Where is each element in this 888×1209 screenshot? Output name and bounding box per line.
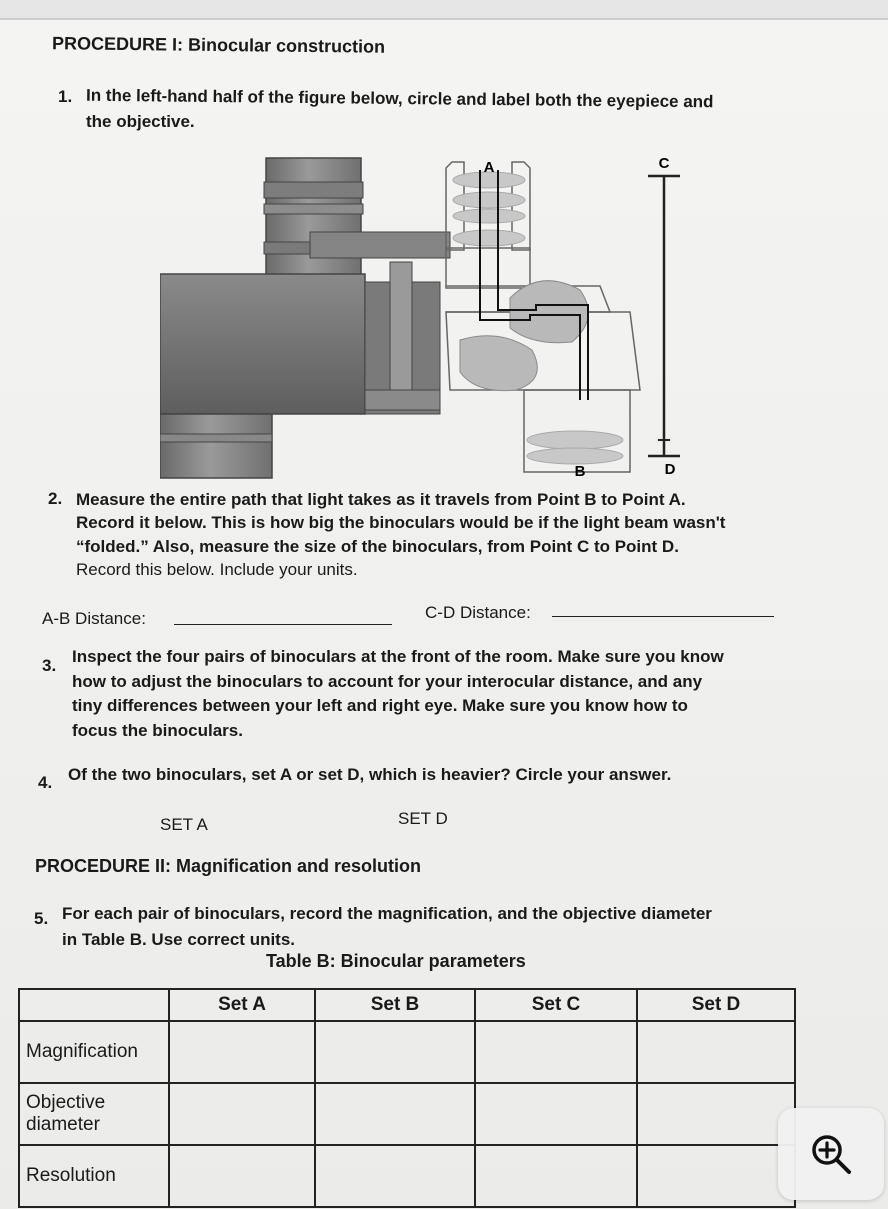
- resolution-set-a-cell[interactable]: [169, 1145, 315, 1207]
- magnification-set-c-cell[interactable]: [475, 1021, 637, 1083]
- magnification-set-d-cell[interactable]: [637, 1021, 795, 1083]
- question-1-number: 1.: [58, 87, 73, 106]
- column-header-set-b: Set B: [315, 989, 475, 1021]
- magnification-set-a-cell[interactable]: [169, 1021, 315, 1083]
- question-3-line-4: focus the binoculars.: [72, 721, 243, 740]
- label-b: B: [574, 463, 586, 480]
- procedure-2-heading: PROCEDURE II: Magnification and resolution: [35, 856, 422, 876]
- resolution-set-d-cell[interactable]: [637, 1145, 795, 1207]
- cd-distance-field[interactable]: [552, 616, 774, 617]
- column-header-set-c: Set C: [475, 989, 637, 1021]
- binocular-parameters-table: [18, 988, 796, 1208]
- question-3-line-3: tiny differences between your left and right eye. Make sure you know how to: [72, 696, 688, 715]
- center-axle: [390, 262, 412, 392]
- lower-hinge-bar: [365, 390, 440, 410]
- answer-option-set-a[interactable]: SET A: [160, 815, 208, 834]
- row-label-resolution: Resolution: [19, 1145, 169, 1207]
- binocular-figure-svg: [160, 150, 700, 480]
- answer-option-set-d[interactable]: SET D: [398, 809, 448, 828]
- ab-distance-field[interactable]: [174, 624, 392, 625]
- question-2-line-1: Measure the entire path that light takes as it travels from Point B to Point A.: [76, 490, 686, 509]
- question-2-number: 2.: [48, 489, 63, 508]
- objective-diameter-set-c-cell[interactable]: [475, 1083, 637, 1145]
- table-header-corner: [19, 989, 169, 1021]
- question-3-line-1: Inspect the four pairs of binoculars at the front of the room. Make sure you know: [72, 647, 724, 666]
- table-row: [19, 1083, 795, 1145]
- cd-distance-label: C-D Distance:: [425, 603, 531, 622]
- eyepiece-ring-2: [264, 204, 363, 214]
- resolution-set-b-cell[interactable]: [315, 1145, 475, 1207]
- table-caption: Table B: Binocular parameters: [266, 951, 526, 971]
- label-d: D: [664, 461, 676, 478]
- row-label-objective-diameter: [19, 1083, 169, 1145]
- column-header-set-d: Set D: [637, 989, 795, 1021]
- prism-housing: [160, 274, 365, 414]
- objective-diameter-set-b-cell[interactable]: [315, 1083, 475, 1145]
- row-label-objective-line-1: Objective: [26, 1092, 106, 1113]
- question-3-line-2: how to adjust the binoculars to account for your interocular distance, and any: [72, 672, 703, 691]
- label-c: C: [658, 155, 670, 172]
- question-4-line-1: Of the two binoculars, set A or set D, which is heavier? Circle your answer.: [68, 765, 672, 784]
- zoom-in-button[interactable]: [778, 1108, 884, 1200]
- table-row: [19, 1145, 795, 1207]
- question-1-line-2: the objective.: [86, 112, 195, 131]
- question-5-number: 5.: [34, 909, 49, 928]
- objective-barrel: [160, 414, 272, 478]
- column-header-set-a: Set A: [169, 989, 315, 1021]
- table-header-row: [19, 989, 795, 1021]
- viewer-top-bar: [0, 0, 888, 20]
- question-2-line-2: Record it below. This is how big the binoculars would be if the light beam wasn't: [76, 513, 726, 532]
- row-label-objective-line-2: diameter: [26, 1114, 100, 1135]
- question-1-line-1: In the left-hand half of the figure below, circle and label both the eyepiece and: [85, 85, 714, 112]
- question-5-line-2: in Table B. Use correct units.: [62, 930, 296, 949]
- focus-bridge: [310, 232, 450, 258]
- question-3-number: 3.: [42, 656, 57, 675]
- binocular-diagram: [160, 150, 700, 480]
- label-a: A: [483, 159, 495, 176]
- objective-ring: [160, 434, 272, 442]
- ab-distance-label: A-B Distance:: [42, 609, 146, 628]
- table-row: [19, 1021, 795, 1083]
- question-5-line-1: For each pair of binoculars, record the magnification, and the objective diameter: [62, 904, 712, 923]
- eyepiece-ring-1: [264, 182, 363, 198]
- question-2-line-4: Record this below. Include your units.: [76, 560, 358, 579]
- objective-diameter-set-a-cell[interactable]: [169, 1083, 315, 1145]
- objective-diameter-set-d-cell[interactable]: [637, 1083, 795, 1145]
- question-2-line-3: “folded.” Also, measure the size of the binoculars, from Point C to Point D.: [76, 537, 679, 556]
- resolution-set-c-cell[interactable]: [475, 1145, 637, 1207]
- question-4-number: 4.: [38, 773, 53, 792]
- row-label-magnification: Magnification: [19, 1021, 169, 1083]
- procedure-1-heading: PROCEDURE I: Binocular construction: [51, 33, 386, 57]
- zoom-in-icon: [809, 1132, 853, 1176]
- magnification-set-b-cell[interactable]: [315, 1021, 475, 1083]
